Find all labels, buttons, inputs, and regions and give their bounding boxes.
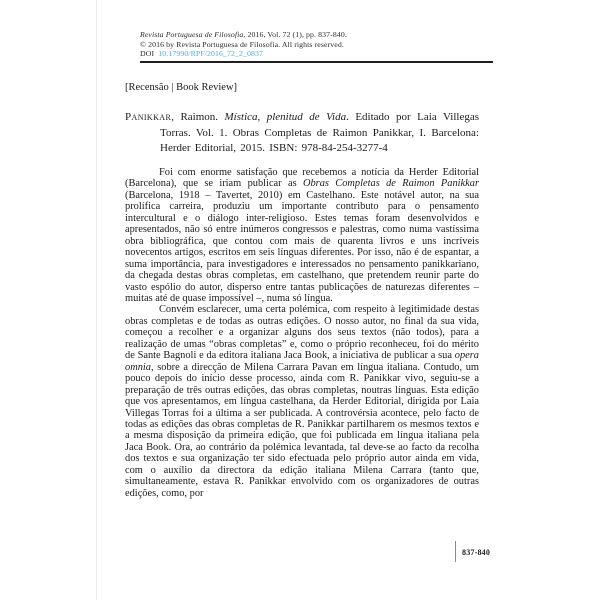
paragraph-text-italic: Obras Completas de Raimon Panikkar [302,178,479,190]
body-paragraph-1 [125,167,479,304]
journal-header [140,30,493,59]
review-body [125,167,479,499]
page-edge-line [96,0,97,600]
citation-author: Panikkar [125,111,172,123]
page-range: 837-840 [462,548,491,557]
body-paragraph-2 [125,304,479,499]
paragraph-text: , sobre a direcção de Milena Carrara Pavan em língua italiana. Contudo, um pouco depois do início desse processo, ainda com R. Panikkar vivo, seguiu-se a preparação de três outras edições, das obras completas, noutras línguas. Esta edição que vos apresentamos, em língua castelhana, da Herder Editorial, dirigida por Laia Villegas Torras foi a última a ser publicada. A controvérsia acontece, pelo facto de todas as edições das obras completas de R. Panikkar partilharem os mesmos textos e a mesma disposição da primeira edição, que foi publicada em língua italiana pela Jaca Book. Ora, ao contrário da polémica levantada, tal deve-se ao facto da recolha dos textos e sua organização ter sido efectuada pelo próprio autor ainda em vida, com o auxílio da directora da edição italiana Milena Carrara (tanto que, simultaneamente, estava R. Panikkar envolvido com os organizadores de outras edições, como, por [125,361,479,499]
journal-volume-info: , 2016, Vol. 72 (1), pp. 837-840. [243,30,347,39]
review-type-label: [Recensão | Book Review] [125,82,238,93]
footer-divider [455,541,456,562]
copyright-line: © 2016 by Revista Portuguesa de Filosofia. All rights reserved. [140,39,344,49]
journal-name: Revista Portuguesa de Filosofia [140,30,244,39]
header-divider [140,61,493,63]
paragraph-text: (Barcelona, 1918 – Tavertet, 2010) em Castelhano. Este notável autor, na sua prolífica carreira, produziu um importante contributo para o pensamento intercultural e o diálogo inter-religioso. Estes temas foram desenvolvidos e apresentados, não só entre inúmeros congressos e palestras, como numa vastíssima obra bibliográfica, que contou com mais de quarenta livros e uns incríveis novecentos artigos, escritos em seis línguas diferentes. Por isso, não é de espantar, a suma importância, para investigadores e interessados no pensamento panikkariano, da chegada destas obras completas, em castelhano, que pretendem reunir parte do vasto espólio do autor, disperso entre tantas publicações de naturezas diferentes – muitas até de quase impossível –, numa só língua. [125,189,479,304]
doi-label: DOI [140,49,155,59]
book-citation [125,110,479,157]
journal-citation-line [140,30,493,40]
citation-book-title: Mística, plenitud de Vida [224,111,347,123]
citation-author-firstname: , Raimon. [171,111,225,123]
doi-line [140,49,493,59]
paragraph-text: Foi com enorme satisfação que recebemos a notícia da Herder Editorial (Barcelona), que se iriam publicar as [125,167,479,190]
paragraph-text: Convém esclarecer, uma certa polémica, com respeito à legitimidade destas obras completas e de todas as outras edições. O nosso autor, no final da sua vida, começou a recolher e a organizar alguns dos seus textos (não todos), para a realização de umas “obras completas” e, como o próprio reconheceu, foi do mérito de Sante Bagnoli e da editora italiana Jaca Book, a iniciativa de publicar a sua [125,304,479,362]
paragraph-text-italic: opera omnia [125,350,479,373]
doi-link[interactable]: 10.17990/RPF/2016_72_2_0837 [158,49,264,59]
citation-publication-info: . Editado por Laia Villegas Torras. Vol. 1. Obras Completas de Raimon Panikkar, I. Barcelona: Herder Editorial, 2015. ISBN: 978-84-254-3277-4 [160,111,479,155]
